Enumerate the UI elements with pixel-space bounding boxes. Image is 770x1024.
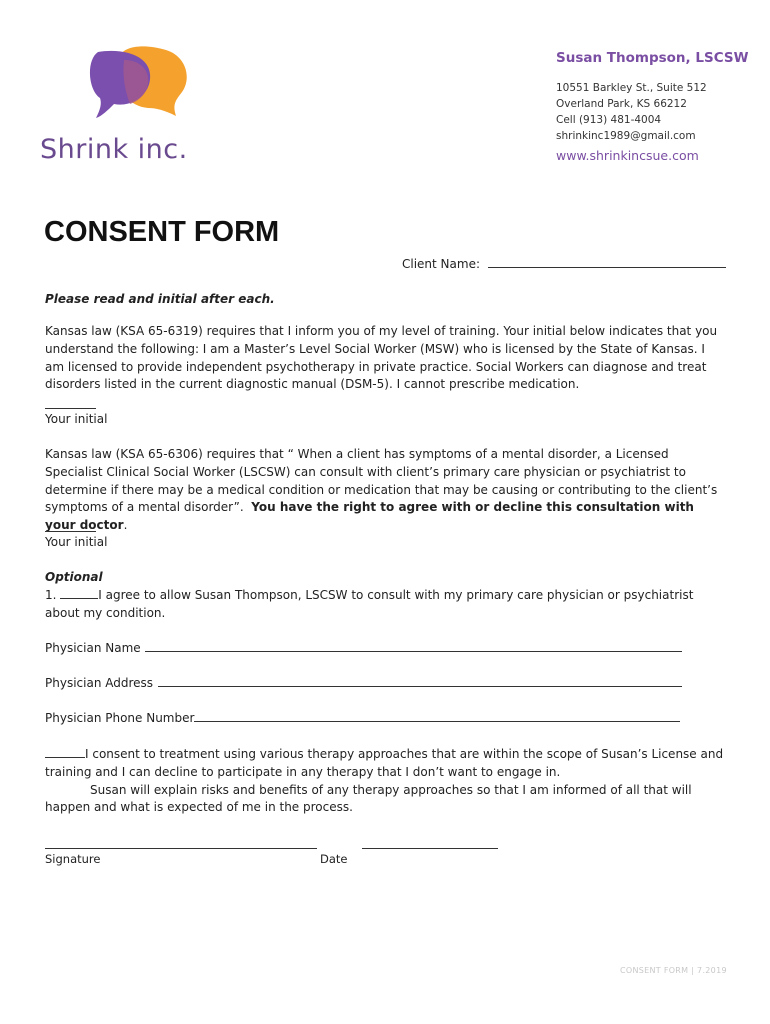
physician-name-line[interactable]: [145, 651, 682, 652]
client-name-line[interactable]: [488, 267, 726, 268]
treatment-consent-text: I consent to treatment using various therapy approaches that are within the scope of Susan’s License and training and I can decline to participate in any therapy that I don’t want to engage in.: [45, 747, 724, 779]
physician-address-label: Physician Address: [45, 676, 154, 690]
address-line-1: 10551 Barkley St., Suite 512: [556, 82, 707, 94]
initial-line-1[interactable]: [45, 408, 96, 409]
signature-label: Signature: [45, 852, 101, 866]
shrink-logo-icon: [36, 44, 196, 124]
date-line[interactable]: [362, 848, 498, 849]
client-name-field[interactable]: [402, 257, 726, 271]
your-initial-label-1: Your initial: [45, 412, 108, 426]
optional-initial-line[interactable]: [60, 598, 98, 599]
date-label: Date: [320, 852, 348, 866]
website-link[interactable]: www.shrinkincsue.com: [556, 148, 699, 163]
treatment-consent-text-2: Susan will explain risks and benefits of any therapy approaches so that I am informed of all that will happen and what is expected of me in the process.: [45, 782, 692, 815]
paragraph-consultation-text: Kansas law (KSA 65-6306) requires that “ When a client has symptoms of a mental disorder, a Licensed Specialist Clinical Social Worker (LSCSW) can consult with client’s primary care physician or psychiatrist to determine if there may be a medical condition or medication that may be causing or contributing to the client’s symptoms of a mental disorder”.: [45, 447, 718, 515]
physician-address-field[interactable]: [45, 676, 682, 690]
phone-number: Cell (913) 481-4004: [556, 114, 662, 126]
optional-number: 1.: [45, 588, 61, 602]
client-name-label: Client Name:: [402, 257, 480, 271]
paragraph-consultation-bold: You have the right to agree with or decline this consultation with your doctor: [45, 500, 694, 533]
optional-heading: Optional: [45, 570, 103, 584]
paragraph-consultation: [45, 446, 725, 535]
paragraph-training: Kansas law (KSA 65-6319) requires that I inform you of my level of training. Your initial below indicates that you understand the following: I am a Master’s Level Social Worker (MSW) who is licensed by the State of Kansas. I am licensed to provide independent psychotherapy in private practice. Social Workers can diagnose and treat disorders listed in the current diagnostic manual (DSM-5). I cannot prescribe medication.: [45, 324, 718, 392]
brand-name: Shrink inc.: [40, 134, 188, 165]
optional-consent-text: I agree to allow Susan Thompson, LSCSW to consult with my primary care physician or psychiatrist about my condition.: [45, 588, 694, 620]
physician-address-line[interactable]: [158, 686, 682, 687]
initial-line-2[interactable]: [45, 531, 96, 532]
optional-consent: [45, 587, 725, 623]
physician-phone-label: Physician Phone Number: [45, 711, 195, 725]
paragraph-consultation-end: .: [123, 518, 128, 533]
physician-name-field[interactable]: [45, 641, 682, 655]
treatment-consent: [45, 746, 725, 817]
your-initial-label-2: Your initial: [45, 535, 108, 549]
treatment-initial-line[interactable]: [45, 757, 85, 758]
physician-name-label: Physician Name: [45, 641, 141, 655]
page-footer: CONSENT FORM | 7.2019: [620, 966, 727, 975]
address-line-2: Overland Park, KS 66212: [556, 98, 687, 110]
physician-phone-line[interactable]: [194, 721, 680, 722]
form-title: CONSENT FORM: [44, 216, 280, 248]
instructions: Please read and initial after each.: [45, 292, 275, 306]
practitioner-name: Susan Thompson, LSCSW: [556, 50, 749, 66]
signature-line[interactable]: [45, 848, 317, 849]
email-address: shrinkinc1989@gmail.com: [556, 130, 696, 142]
physician-phone-field[interactable]: [45, 711, 680, 725]
